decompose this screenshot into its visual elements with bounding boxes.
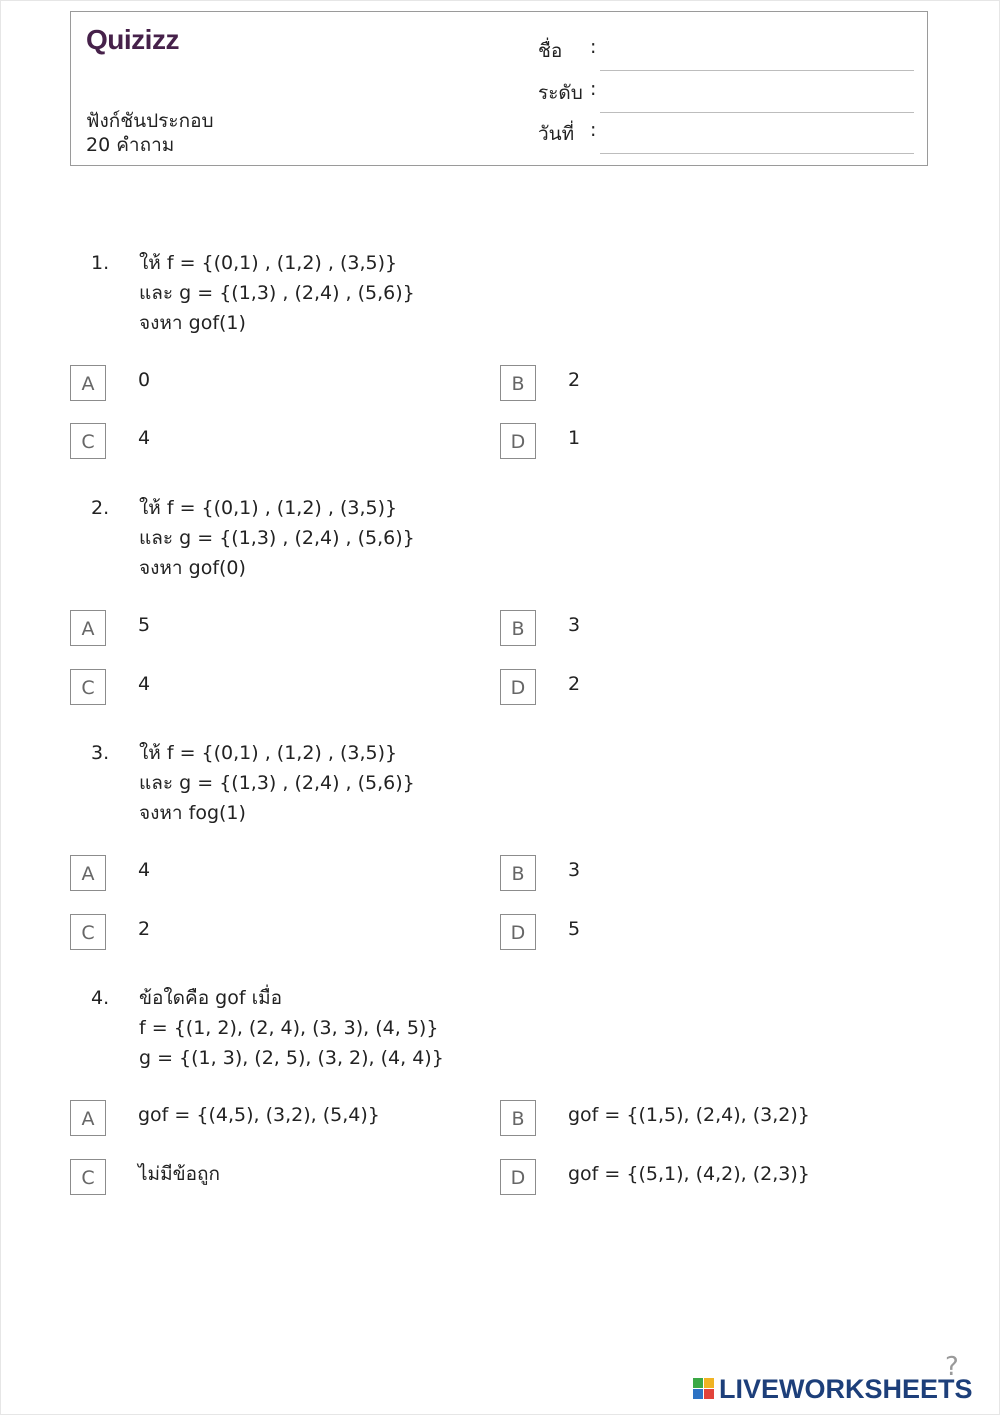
question-text (139, 738, 415, 828)
option-text: gof = {(5,1), (4,2), (2,3)} (568, 1163, 810, 1185)
level-field[interactable] (538, 78, 918, 108)
option-text: 2 (138, 918, 151, 940)
question-line: g = {(1, 3), (2, 5), (3, 2), (4, 4)} (139, 1047, 444, 1069)
option-letter-box[interactable]: C (70, 423, 106, 459)
option-letter-box[interactable]: A (70, 855, 106, 891)
option-letter-box[interactable]: D (500, 1159, 536, 1195)
question-number: 1. (91, 252, 110, 274)
question-line: ข้อใดคือ gof เมื่อ (139, 987, 283, 1009)
option-text: 2 (568, 369, 581, 391)
help-icon[interactable]: ? (945, 1352, 959, 1382)
date-line[interactable] (600, 153, 914, 154)
option-letter-box[interactable]: B (500, 1100, 536, 1136)
level-label: ระดับ (538, 82, 583, 104)
question-line: และ g = {(1,3) , (2,4) , (5,6)} (139, 772, 415, 794)
question-number: 4. (91, 987, 110, 1009)
option-text: 4 (138, 427, 151, 449)
quizizz-logo: Quizizz (86, 24, 179, 55)
date-field[interactable] (538, 119, 918, 149)
option-letter-box[interactable]: D (500, 423, 536, 459)
question-line: ให้ f = {(0,1) , (1,2) , (3,5)} (139, 742, 398, 764)
liveworksheets-logo-icon (693, 1378, 715, 1400)
name-field[interactable] (538, 36, 918, 66)
question-number: 3. (91, 742, 110, 764)
option-letter-box[interactable]: D (500, 669, 536, 705)
question-count: 20 คำถาม (86, 134, 175, 156)
question-line: f = {(1, 2), (2, 4), (3, 3), (4, 5)} (139, 1017, 439, 1039)
question-line: และ g = {(1,3) , (2,4) , (5,6)} (139, 282, 415, 304)
option-text: 3 (568, 859, 581, 881)
question-line: จงหา gof(0) (139, 557, 246, 579)
option-text: gof = {(4,5), (3,2), (5,4)} (138, 1104, 380, 1126)
level-colon: : (590, 78, 597, 100)
option-letter-box[interactable]: C (70, 914, 106, 950)
name-line[interactable] (600, 70, 914, 71)
name-label: ชื่อ (538, 40, 563, 62)
option-letter-box[interactable]: C (70, 1159, 106, 1195)
option-letter-box[interactable]: C (70, 669, 106, 705)
question-text (139, 493, 415, 583)
option-letter-box[interactable]: B (500, 610, 536, 646)
worksheet-header (70, 11, 928, 166)
option-text: 0 (138, 369, 151, 391)
name-colon: : (590, 36, 597, 58)
option-text: 2 (568, 673, 581, 695)
option-text: gof = {(1,5), (2,4), (3,2)} (568, 1104, 810, 1126)
question-line: ให้ f = {(0,1) , (1,2) , (3,5)} (139, 252, 398, 274)
option-text: ไม่มีข้อถูก (138, 1163, 221, 1185)
question-line: และ g = {(1,3) , (2,4) , (5,6)} (139, 527, 415, 549)
option-text: 3 (568, 614, 581, 636)
level-line[interactable] (600, 112, 914, 113)
option-text: 4 (138, 859, 151, 881)
option-text: 4 (138, 673, 151, 695)
quiz-title: ฟังก์ชันประกอบ (86, 110, 214, 132)
question-line: ให้ f = {(0,1) , (1,2) , (3,5)} (139, 497, 398, 519)
option-text: 5 (138, 614, 151, 636)
date-label: วันที่ (538, 123, 575, 145)
option-letter-box[interactable]: D (500, 914, 536, 950)
question-text (139, 983, 444, 1073)
watermark-text: LIVEWORKSHEETS (719, 1374, 973, 1404)
option-letter-box[interactable]: A (70, 610, 106, 646)
question-line: จงหา fog(1) (139, 802, 246, 824)
option-letter-box[interactable]: A (70, 1100, 106, 1136)
question-line: จงหา gof(1) (139, 312, 246, 334)
option-letter-box[interactable]: B (500, 365, 536, 401)
option-text: 5 (568, 918, 581, 940)
option-text: 1 (568, 427, 581, 449)
option-letter-box[interactable]: A (70, 365, 106, 401)
option-letter-box[interactable]: B (500, 855, 536, 891)
date-colon: : (590, 119, 597, 141)
question-text (139, 248, 415, 338)
question-number: 2. (91, 497, 110, 519)
